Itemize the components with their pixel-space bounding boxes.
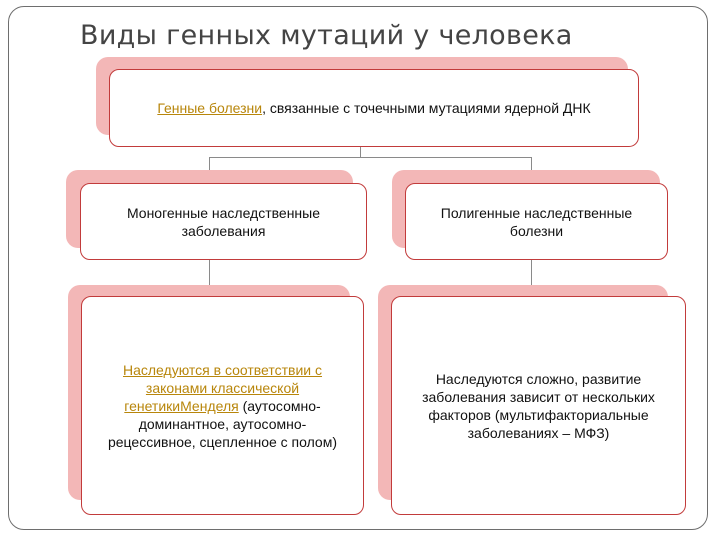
mendel-link-line3[interactable]: генетикиМенделя [124,397,239,414]
top-box-text [157,100,590,116]
polygenic-description-box [391,296,686,515]
slide-title: Виды генных мутаций у человека [80,20,573,51]
connector-horizontal [209,157,532,158]
genetic-diseases-link[interactable]: Генные болезни [157,100,263,116]
monogenic-description-text: Наследуются в соответствии с законами классической генетикиМенделя (аутосомно- доминантное, аутосомно- рецессивное, сцепленное с полом) [107,361,338,450]
polygenic-text: Полигенные наследственные болезни [440,204,633,239]
monogenic-box [80,183,367,260]
polygenic-description-text: Наследуются сложно, развитие заболевания зависит от нескольких факторов (мультифакториальные заболеваниях – МФЗ) [422,370,655,441]
top-box-rest: , связанные с точечными мутациями ядерной ДНК [262,100,591,116]
monogenic-text: Моногенные наследственные заболевания [126,204,321,239]
top-box-genetic-diseases [109,69,639,147]
mendel-link-line1[interactable]: Наследуются в соответствии с [122,361,323,378]
monogenic-description-box [81,296,364,515]
polygenic-box [405,183,668,260]
mendel-link-line2[interactable]: законами классической [145,379,300,396]
connector-top-vertical [360,147,361,157]
